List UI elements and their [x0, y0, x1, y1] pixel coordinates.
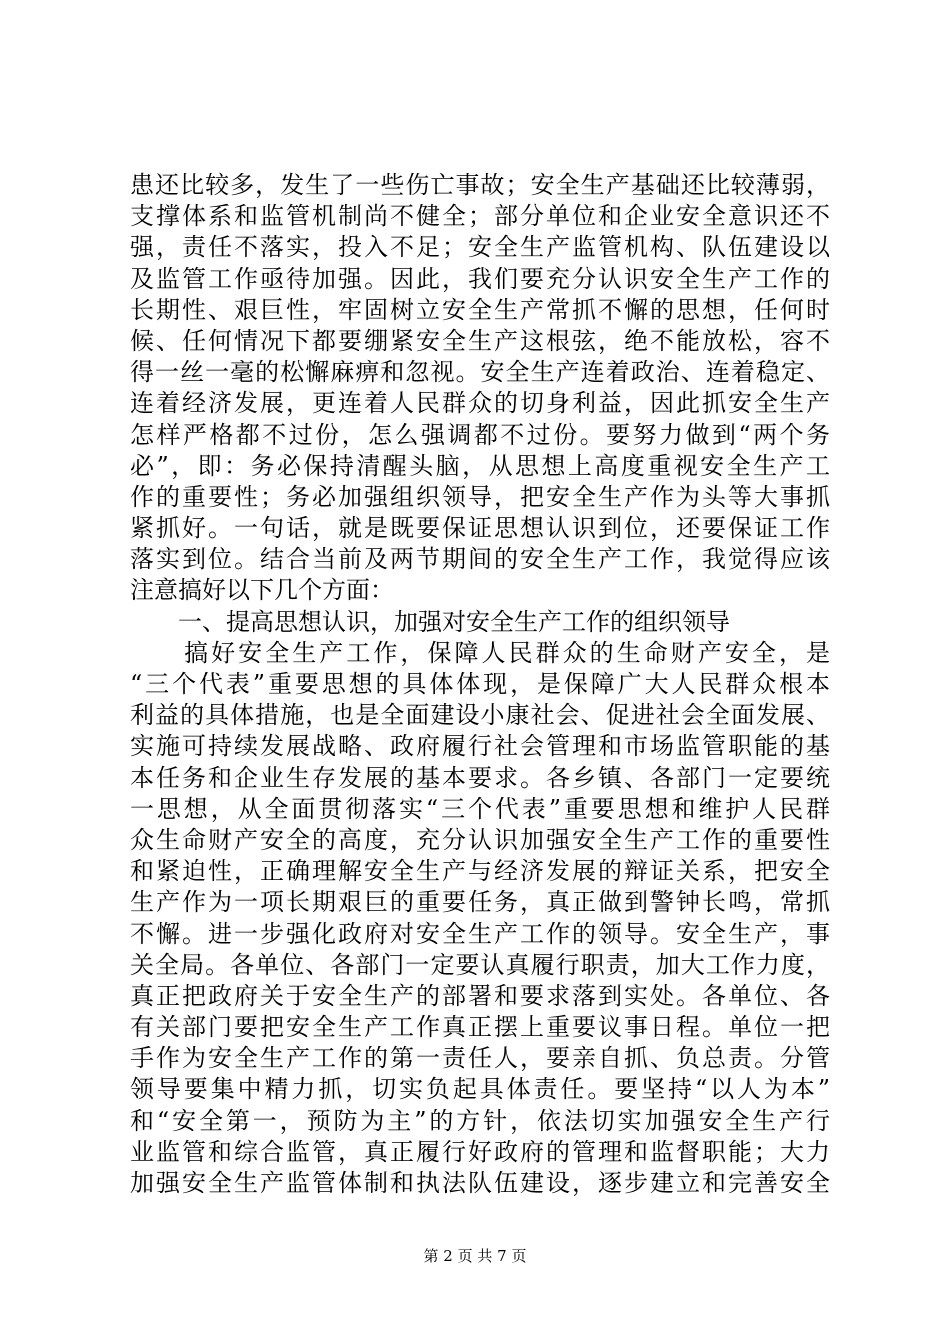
- text-line: 一思想，从全面贯彻落实“三个代表”重要思想和维护人民群: [130, 794, 830, 823]
- text-line: 支撑体系和监管机制尚不健全；部分单位和企业安全意识还不: [130, 202, 830, 231]
- text-line: 和“安全第一，预防为主”的方针，依法切实加强安全生产行: [130, 1106, 830, 1135]
- text-line: “三个代表”重要思想的具体体现，是保障广大人民群众根本: [130, 670, 830, 698]
- text-line: 必”，即：务必保持清醒头脑，从思想上高度重视安全生产工: [130, 451, 830, 480]
- document-body: [130, 170, 830, 1199]
- page-footer: [0, 1246, 950, 1266]
- text-line: 注意搞好以下几个方面：: [130, 576, 394, 605]
- text-line: 作的重要性；务必加强组织领导，把安全生产作为头等大事抓: [130, 482, 830, 511]
- page-number: 第 2 页 共 7 页: [423, 1247, 527, 1265]
- text-line: 众生命财产安全的高度，充分认识加强安全生产工作的重要性: [130, 825, 830, 854]
- text-line: 关全局。各单位、各部门一定要认真履行职责，加大工作力度，: [130, 950, 830, 979]
- text-line: 不懈。进一步强化政府对安全生产工作的领导。安全生产，事: [130, 919, 830, 948]
- text-line: 候、任何情况下都要绷紧安全生产这根弦，绝不能放松，容不: [130, 326, 830, 355]
- text-line: 紧抓好。一句话，就是既要保证思想认识到位，还要保证工作: [130, 514, 830, 543]
- text-line: 得一丝一毫的松懈麻痹和忽视。安全生产连着政治、连着稳定、: [130, 358, 830, 387]
- text-line: 实施可持续发展战略、政府履行社会管理和市场监管职能的基: [130, 732, 830, 761]
- text-line: 长期性、艰巨性，牢固树立安全生产常抓不懈的思想，任何时: [130, 295, 830, 324]
- text-line: 业监管和综合监管，真正履行好政府的管理和监督职能；大力: [130, 1137, 830, 1166]
- text-line: 连着经济发展，更连着人民群众的切身利益，因此抓安全生产: [130, 389, 830, 418]
- text-line: 怎样严格都不过份，怎么强调都不过份。要努力做到“两个务: [130, 420, 830, 449]
- text-line: 生产作为一项长期艰巨的重要任务，真正做到警钟长鸣，常抓: [130, 888, 830, 917]
- text-line: 搞好安全生产工作，保障人民群众的生命财产安全，是: [130, 638, 830, 667]
- text-line: 强，责任不落实，投入不足；安全生产监管机构、队伍建设以: [130, 233, 830, 262]
- text-line: 利益的具体措施，也是全面建设小康社会、促进社会全面发展、: [130, 701, 830, 730]
- text-line: 加强安全生产监管体制和执法队伍建设，逐步建立和完善安全: [130, 1169, 830, 1197]
- text-line: 落实到位。结合当前及两节期间的安全生产工作，我觉得应该: [130, 545, 830, 574]
- text-line: 和紧迫性，正确理解安全生产与经济发展的辩证关系，把安全: [130, 857, 830, 886]
- section-heading: 一、提高思想认识，加强对安全生产工作的组织领导: [130, 607, 730, 636]
- text-line: 手作为安全生产工作的第一责任人，要亲自抓、负总责。分管: [130, 1044, 830, 1073]
- text-line: 本任务和企业生存发展的基本要求。各乡镇、各部门一定要统: [130, 763, 830, 792]
- text-line: 及监管工作亟待加强。因此，我们要充分认识安全生产工作的: [130, 264, 830, 293]
- text-line: 有关部门要把安全生产工作真正摆上重要议事日程。单位一把: [130, 1013, 830, 1042]
- text-line: 真正把政府关于安全生产的部署和要求落到实处。各单位、各: [130, 981, 830, 1010]
- text-line: 患还比较多，发生了一些伤亡事故；安全生产基础还比较薄弱，: [130, 171, 830, 199]
- text-line: 领导要集中精力抓，切实负起具体责任。要坚持“以人为本”: [130, 1075, 830, 1104]
